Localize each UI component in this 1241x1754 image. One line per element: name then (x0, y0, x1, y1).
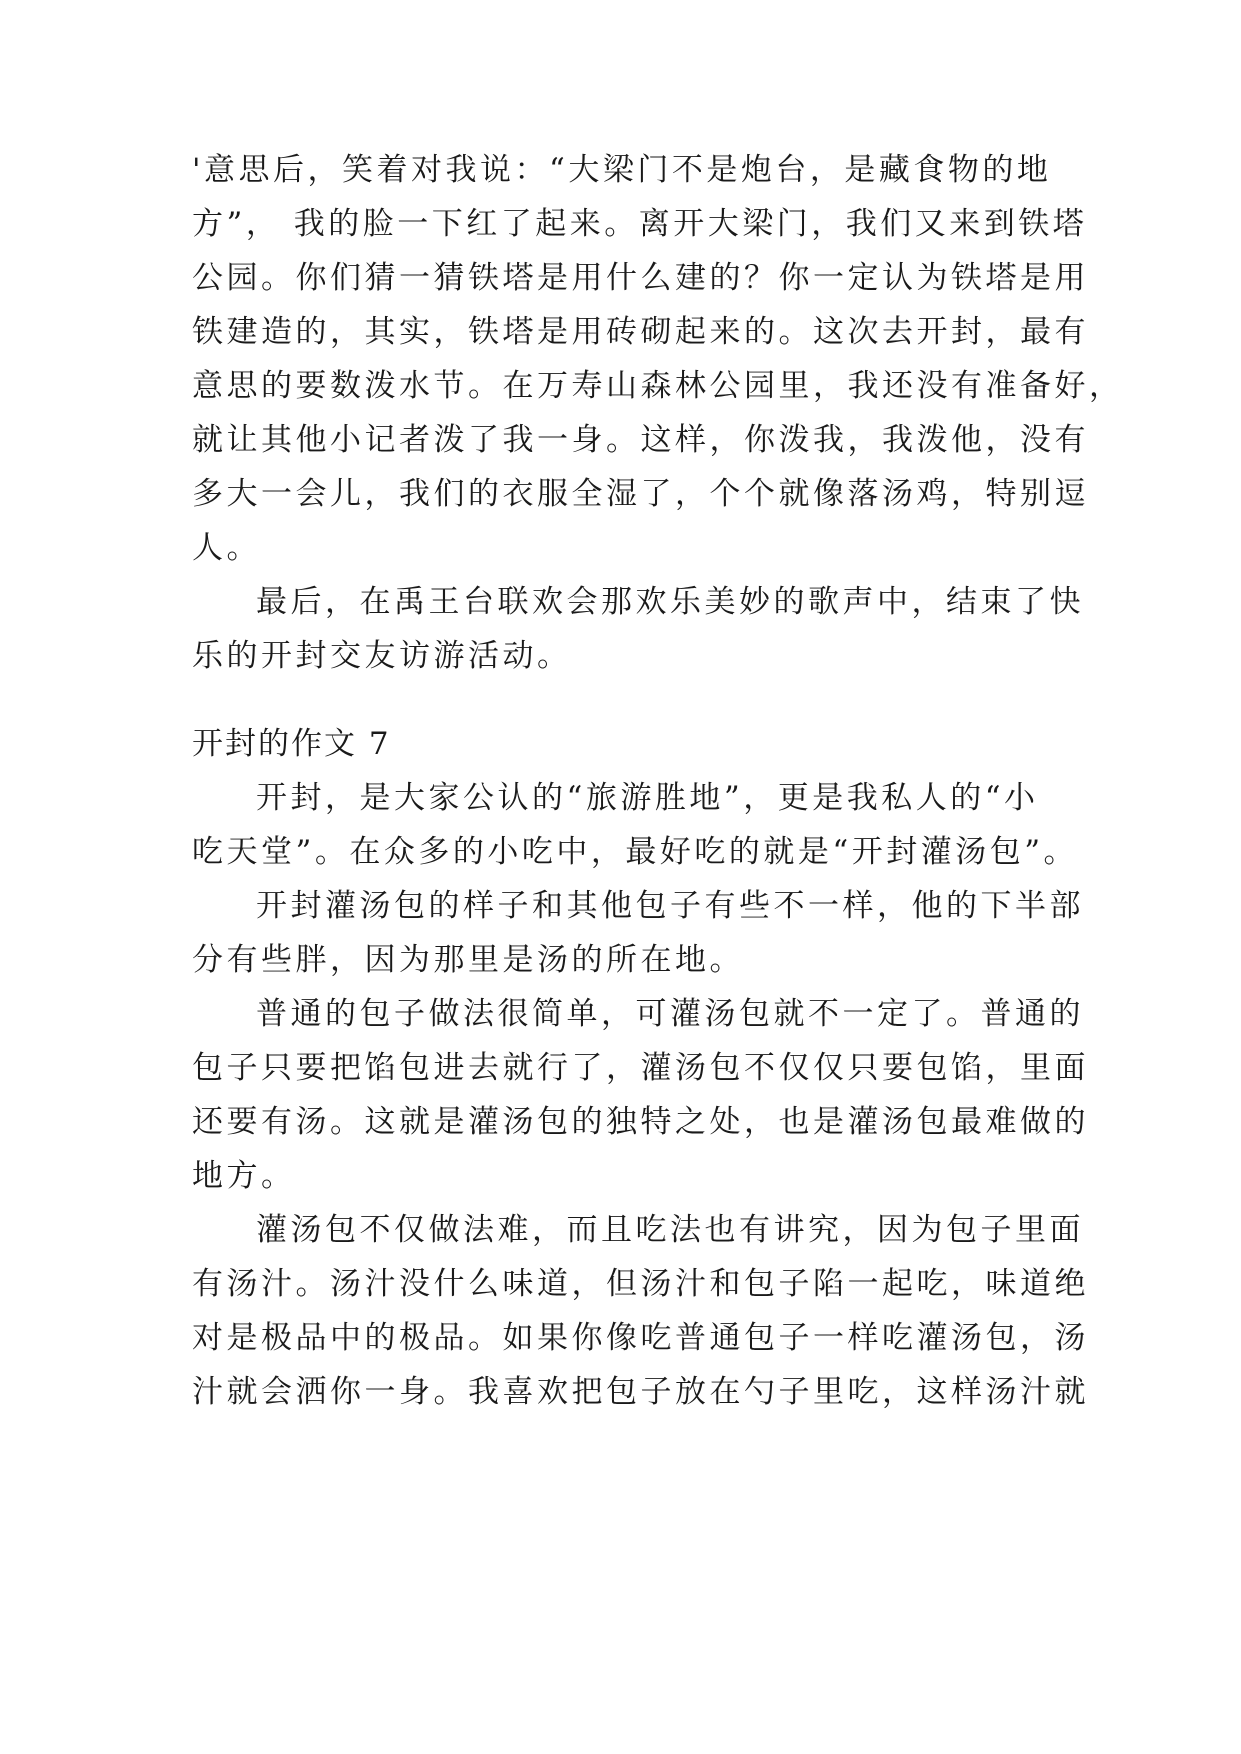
paragraph-line: 地方。 (192, 1158, 296, 1194)
paragraph-line: 公园。你们猜一猜铁塔是用什么建的？你一定认为铁塔是用 (192, 260, 1089, 296)
paragraph-line: 还要有汤。这就是灌汤包的独特之处，也是灌汤包最难做的 (192, 1104, 1089, 1140)
paragraph-line: 对是极品中的极品。如果你像吃普通包子一样吃灌汤包，汤 (192, 1320, 1089, 1356)
paragraph-line: 包子只要把馅包进去就行了，灌汤包不仅仅只要包馅，里面 (192, 1050, 1089, 1086)
paragraph-line: 灌汤包不仅做法难，而且吃法也有讲究，因为包子里面 (256, 1212, 1084, 1248)
paragraph-line: '意思后，笑着对我说：“大梁门不是炮台，是藏食物的地 (192, 152, 1052, 188)
paragraph-line: 开封，是大家公认的“旅游胜地”，更是我私人的“小 (256, 780, 1039, 816)
section-heading: 开封的作文 7 (192, 726, 391, 762)
paragraph-line: 多大一会儿，我们的衣服全湿了，个个就像落汤鸡，特别逗 (192, 476, 1089, 512)
paragraph-line: 人。 (192, 530, 261, 566)
paragraph-line: 最后，在禹王台联欢会那欢乐美妙的歌声中，结束了快 (256, 584, 1084, 620)
paragraph-line: 有汤汁。汤汁没什么味道，但汤汁和包子陷一起吃，味道绝 (192, 1266, 1089, 1302)
paragraph-line: 方”， 我的脸一下红了起来。离开大梁门，我们又来到铁塔 (192, 206, 1088, 242)
paragraph-line: 乐的开封交友访游活动。 (192, 638, 572, 674)
paragraph-line: 普通的包子做法很简单，可灌汤包就不一定了。普通的 (256, 996, 1084, 1032)
paragraph-line: 意思的要数泼水节。在万寿山森林公园里，我还没有准备好， (192, 368, 1124, 404)
paragraph-line: 铁建造的，其实，铁塔是用砖砌起来的。这次去开封，最有 (192, 314, 1089, 350)
paragraph-line: 开封灌汤包的样子和其他包子有些不一样，他的下半部 (256, 888, 1084, 924)
paragraph-line: 汁就会洒你一身。我喜欢把包子放在勺子里吃，这样汤汁就 (192, 1374, 1089, 1410)
paragraph-line: 分有些胖，因为那里是汤的所在地。 (192, 942, 744, 978)
paragraph-line: 吃天堂”。在众多的小吃中，最好吃的就是“开封灌汤包”。 (192, 834, 1079, 870)
paragraph-line: 就让其他小记者泼了我一身。这样，你泼我，我泼他，没有 (192, 422, 1089, 458)
